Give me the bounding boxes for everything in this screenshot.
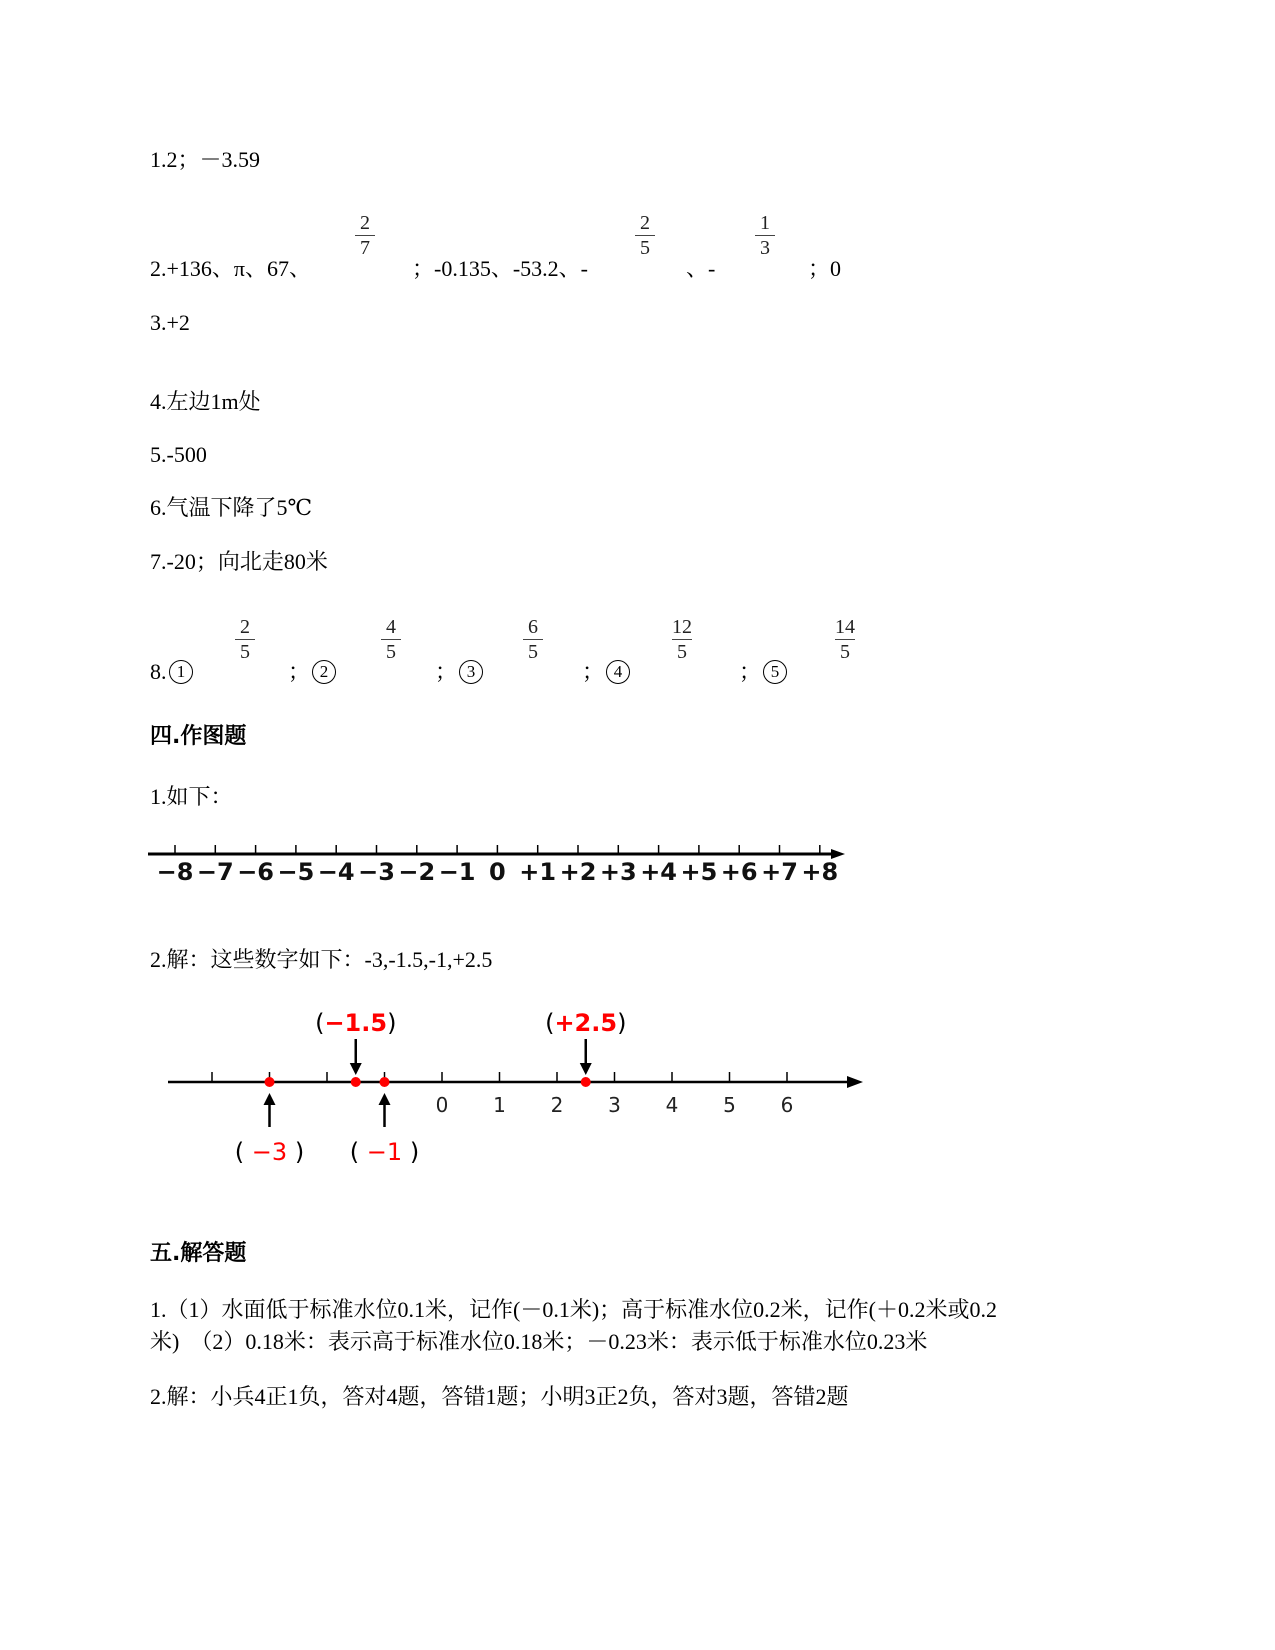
fraction-numerator: 14 — [835, 616, 855, 638]
point-label-above: (+2.5) — [545, 1009, 627, 1037]
drawing-question-2: 2.解：这些数字如下：-3,-1.5,-1,+2.5 — [150, 947, 493, 972]
tick-label: −3 — [358, 858, 395, 886]
answer-3-2-part-a: 2.+136、π、67、 — [150, 256, 312, 281]
tick-label: −1 — [438, 858, 476, 886]
fraction-numerator: 2 — [235, 616, 255, 640]
fraction-denominator: 5 — [528, 641, 538, 663]
drawing-question-1: 1.如下： — [150, 784, 233, 809]
tick-label: +5 — [680, 858, 718, 886]
tick-label: +3 — [599, 858, 637, 886]
data-point — [265, 1077, 275, 1087]
fraction-denominator: 5 — [240, 641, 250, 663]
fraction-item-5 — [825, 616, 865, 663]
tick-label: 0 — [435, 1093, 449, 1117]
tick-label: +2 — [559, 858, 597, 886]
point-label-below: ( −1 ) — [349, 1138, 420, 1166]
answer-3-8-prefix: 8. — [150, 659, 167, 684]
answer-3-5: 5.-500 — [150, 442, 207, 467]
solution-1-line-1: 1.（1）水面低于标准水位0.1米，记作(－0.1米)；高于标准水位0.2米，记作(＋0.2米或0.2 — [150, 1297, 997, 1322]
tick-label: 2 — [550, 1093, 564, 1117]
fraction-item-2 — [371, 616, 411, 663]
tick-label: 1 — [493, 1093, 506, 1117]
separator: ； — [435, 659, 458, 684]
fraction-2-5 — [625, 212, 665, 259]
circled-number-4: 4 — [606, 658, 630, 686]
data-point — [351, 1077, 361, 1087]
axis-arrow — [847, 1076, 863, 1088]
data-point — [380, 1077, 390, 1087]
circled-number-3: 3 — [459, 658, 483, 686]
tick-label: −4 — [317, 858, 355, 886]
number-line-1 — [145, 840, 850, 890]
section-title-drawing: 四.作图题 — [150, 724, 247, 749]
up-arrow-head — [379, 1093, 391, 1105]
answer-3-2-part-d: ；0 — [808, 256, 842, 281]
tick-label: +7 — [761, 858, 798, 886]
fraction-numerator: 2 — [635, 212, 655, 236]
tick-label: −6 — [237, 858, 275, 886]
fraction-denominator: 5 — [677, 641, 687, 663]
fraction-1-3 — [745, 212, 785, 259]
fraction-denominator: 5 — [386, 641, 396, 663]
answer-3-3: 3.+2 — [150, 310, 190, 335]
fraction-denominator: 3 — [760, 237, 770, 259]
fraction-denominator: 5 — [640, 237, 650, 259]
tick-label: −5 — [277, 858, 315, 886]
fraction-denominator: 7 — [360, 237, 370, 259]
down-arrow-head — [350, 1063, 362, 1075]
tick-label: 0 — [489, 858, 506, 886]
tick-label: 3 — [608, 1093, 621, 1117]
down-arrow-head — [580, 1063, 592, 1075]
separator: ； — [582, 659, 605, 684]
fraction-item-1 — [225, 616, 265, 663]
circled-number-5: 5 — [763, 658, 787, 686]
fraction-numerator: 1 — [755, 212, 775, 236]
section-title-solutions: 五.解答题 — [150, 1241, 247, 1266]
point-label-above: (−1.5) — [315, 1009, 397, 1037]
fraction-numerator: 4 — [381, 616, 401, 640]
fraction-item-4 — [662, 616, 702, 663]
tick-label: −8 — [156, 858, 194, 886]
tick-label: 5 — [723, 1093, 736, 1117]
number-line-2 — [165, 1005, 880, 1180]
tick-label: +1 — [519, 858, 557, 886]
tick-label: −7 — [196, 858, 234, 886]
answer-3-4: 4.左边1m处 — [150, 389, 261, 414]
tick-label: +4 — [640, 858, 678, 886]
answer-3-2-part-c: 、- — [686, 256, 716, 281]
fraction-numerator: 6 — [523, 616, 543, 640]
fraction-numerator: 12 — [672, 616, 692, 638]
answer-3-1: 1.2；－3.59 — [150, 147, 261, 172]
tick-label: +6 — [720, 858, 758, 886]
fraction-2-7 — [345, 212, 385, 259]
solution-2: 2.解：小兵4正1负，答对4题，答错1题；小明3正2负，答对3题，答错2题 — [150, 1384, 849, 1409]
separator: ； — [288, 659, 311, 684]
answer-3-6: 6.气温下降了5℃ — [150, 495, 313, 520]
separator: ； — [739, 659, 762, 684]
tick-label: 4 — [665, 1093, 679, 1117]
data-point — [581, 1077, 591, 1087]
up-arrow-head — [264, 1093, 276, 1105]
answer-3-7: 7.-20；向北走80米 — [150, 549, 328, 574]
tick-label: +8 — [801, 858, 839, 886]
circled-number-2: 2 — [312, 658, 336, 686]
circled-number-1: 1 — [169, 658, 193, 686]
fraction-item-3 — [513, 616, 553, 663]
fraction-numerator: 2 — [355, 212, 375, 236]
tick-label: −2 — [398, 858, 436, 886]
answer-3-2-part-b: ；-0.135、-53.2、- — [412, 256, 588, 281]
fraction-denominator: 5 — [840, 641, 850, 663]
solution-1-line-2: 米) （2）0.18米：表示高于标准水位0.18米；－0.23米：表示低于标准水位0.23米 — [150, 1329, 928, 1354]
point-label-below: ( −3 ) — [234, 1138, 305, 1166]
tick-label: 6 — [780, 1093, 794, 1117]
